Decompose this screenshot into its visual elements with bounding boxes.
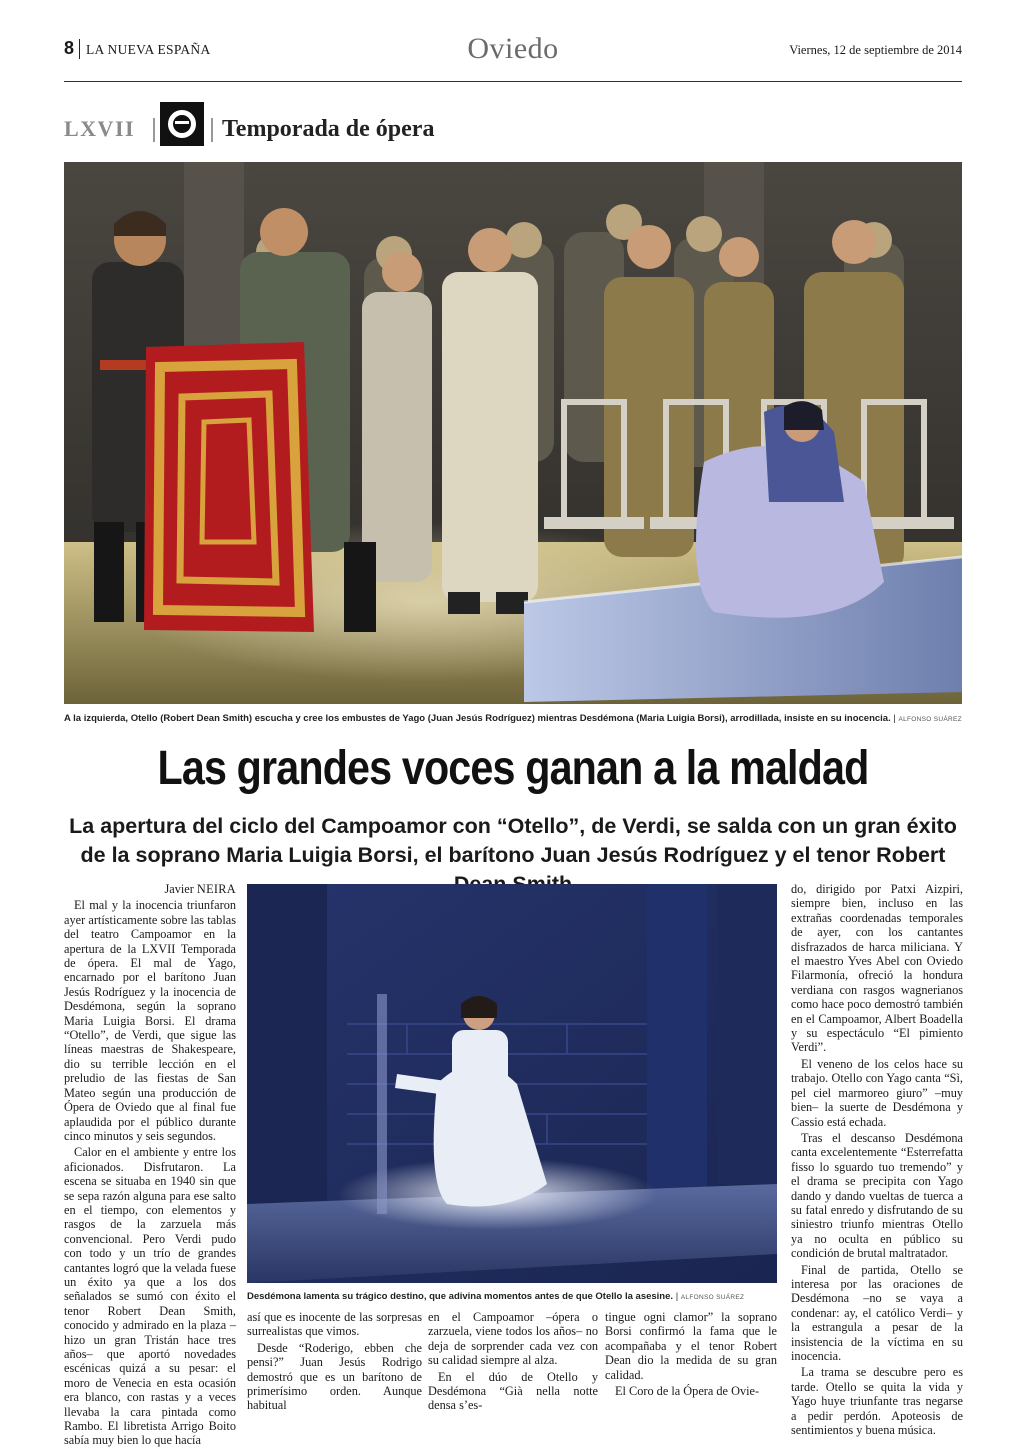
main-photo: [64, 162, 962, 704]
paragraph: En el dúo de Otello y Desdémona “Già nella notte densa s’es-: [428, 1369, 598, 1413]
opera-section-logo-icon: [160, 102, 204, 146]
paragraph: tingue ogni clamor” la soprano Borsi confirmó la fama que le acompañaba y el tenor Robert Dean dio la medida de su gran calidad.: [605, 1310, 777, 1382]
paragraph: Desde “Roderigo, ebben che pensi?” Juan Jesús Rodrigo demostró que es un barítono de primerísimo orden. Aunque habitual: [247, 1340, 422, 1413]
paragraph: Tras el descanso Desdémona canta excelentemente “Esterrefatta fisso lo sguardo tuo tremendo” y el drama se precipita con Yago dando y dando vueltas de tuerca a su fatal enredo y disfrutando de su siniestro triunfo mientras Otello ya no oculta en público su condición de brutal maltratador.: [791, 1130, 963, 1261]
caption-divider: |: [675, 1291, 679, 1302]
section-title: Temporada de ópera: [222, 116, 435, 142]
article-column-2: [247, 1310, 422, 1415]
secondary-photo: [247, 884, 777, 1283]
paragraph: La trama se descubre pero es tarde. Otello se quita la vida y Yago huye triunfante tras negarse a pedir perdón. Apoteosis de sentimientos y buena música.: [791, 1365, 963, 1438]
photo-credit: ALFONSO SUÁREZ: [898, 716, 962, 723]
article-subheadline: La apertura del ciclo del Campoamor con “Otello”, de Verdi, se salda con un gran éxito de la soprano Maria Luigia Borsi, el barítono Juan Jesús Rodríguez y el tenor Robert: [69, 814, 957, 867]
article-headline: Las grandes voces ganan a la maldad: [157, 742, 869, 795]
masthead: [64, 34, 962, 82]
section-divider: [211, 118, 213, 142]
paragraph: do, dirigido por Patxi Aizpiri, siempre bien, incluso en las extrañas coordenadas temporales de ayer, con los cantantes disfrazados de harca miliciana. Y el maestro Yves Abel con Oviedo Filarmonía, ofreció la hondura verdiana con rasgos wagnerianos como hace poco demostró también en el Campoamor, Albert Boadella y su espectáculo “El pimiento Verdi”.: [791, 882, 963, 1055]
season-number: LXVII: [64, 116, 136, 141]
caption-text: Desdémona lamenta su trágico destino, que adivina momentos antes de que Otello la asesine.: [247, 1291, 674, 1302]
paragraph: El Coro de la Ópera de Ovie-: [615, 1384, 760, 1399]
paragraph: El mal y la inocencia triunfaron ayer artísticamente sobre las tablas del teatro Campoamor en la apertura de la LXVII Temporada de ópera. El mal de Yago, encarnado por el barítono Juan Jesús Rodríguez y la inocencia de Desdémona, según la soprano Maria Luigia Borsi. El drama “Otello”, de Verdi, que sigue las líneas maestras de Shakespeare, dio su terrible lección en el preludio de las fiestas de San Mateo según una producción de Ópera de Oviedo que al final fue aplaudida por el público durante cinco minutos y seis segundos.: [64, 898, 236, 1143]
section-header: [64, 102, 962, 146]
page-number: 8: [64, 38, 75, 58]
section-city: Oviedo: [467, 32, 559, 65]
paragraph: El veneno de los celos hace su trabajo. Otello con Yago canta “Sì, pel ciel marmoreo giuro” –muy bien– la suerte de Desdémona y Cassio está echada.: [791, 1056, 963, 1129]
paragraph: en el Campoamor –ópera o zarzuela, viene todos los años– no deja de sorprender cada vez con su calidad siempre al alza.: [428, 1310, 598, 1368]
secondary-photo-caption: [247, 1291, 744, 1302]
article-column-4: [605, 1310, 777, 1400]
section-divider: [153, 118, 155, 142]
caption-divider: |: [893, 713, 896, 724]
main-photo-caption: [64, 713, 962, 724]
byline: [64, 882, 236, 896]
caption-text: A la izquierda, Otello (Robert Dean Smith) escucha y cree los embustes de Yago (Juan Jesús Rodríguez) mientras Desdémona (Maria Luigia Borsi), arrodillada, insiste en su inocencia.: [64, 713, 891, 724]
byline-last-name: NEIRA: [196, 882, 236, 896]
paragraph: así que es inocente de las sorpresas surrealistas que vimos.: [247, 1310, 422, 1339]
article-column-3: [428, 1310, 598, 1415]
publication-date: Viernes, 12 de septiembre de 2014: [789, 43, 962, 57]
paragraph: Calor en el ambiente y entre los aficionados. Disfrutaron. La escena se situaba en 1940 sin que se sepa razón alguna para ese salto en el tiempo, con elementos y rasgos de la zarzuela más convencional. Pero Verdi pudo con todo y un trío de grandes cantantes logró que la velada fuese un éxito ya que a los dos señalados se sumó con éxito el tenor Robert Dean Smith, conocido y admirado en la plaza –hizo un gran Tristán hace tres años– que aportó novedades escénicas quizá a su pesar: el moro de Venecia en esta ocasión era blanco, con rastas y a veces llevaba la cara pintada como Rambo. El libretista Arrigo Boito sabía muy bien lo que hacía: [64, 1145, 236, 1448]
byline-first-name: Javier: [164, 882, 194, 896]
article-column-5: [791, 882, 963, 1438]
article-column-1: [64, 882, 236, 1448]
newspaper-name: LA NUEVA ESPAÑA: [86, 42, 211, 57]
paragraph: Final de partida, Otello se interesa por las oraciones de Desdémona –no se vaya a condenar: ay, el católico Verdi– y la estrangula a pesar de la insistencia de la víctima en su inocencia.: [791, 1262, 963, 1363]
photo-credit: ALFONSO SUÁREZ: [680, 1294, 745, 1301]
